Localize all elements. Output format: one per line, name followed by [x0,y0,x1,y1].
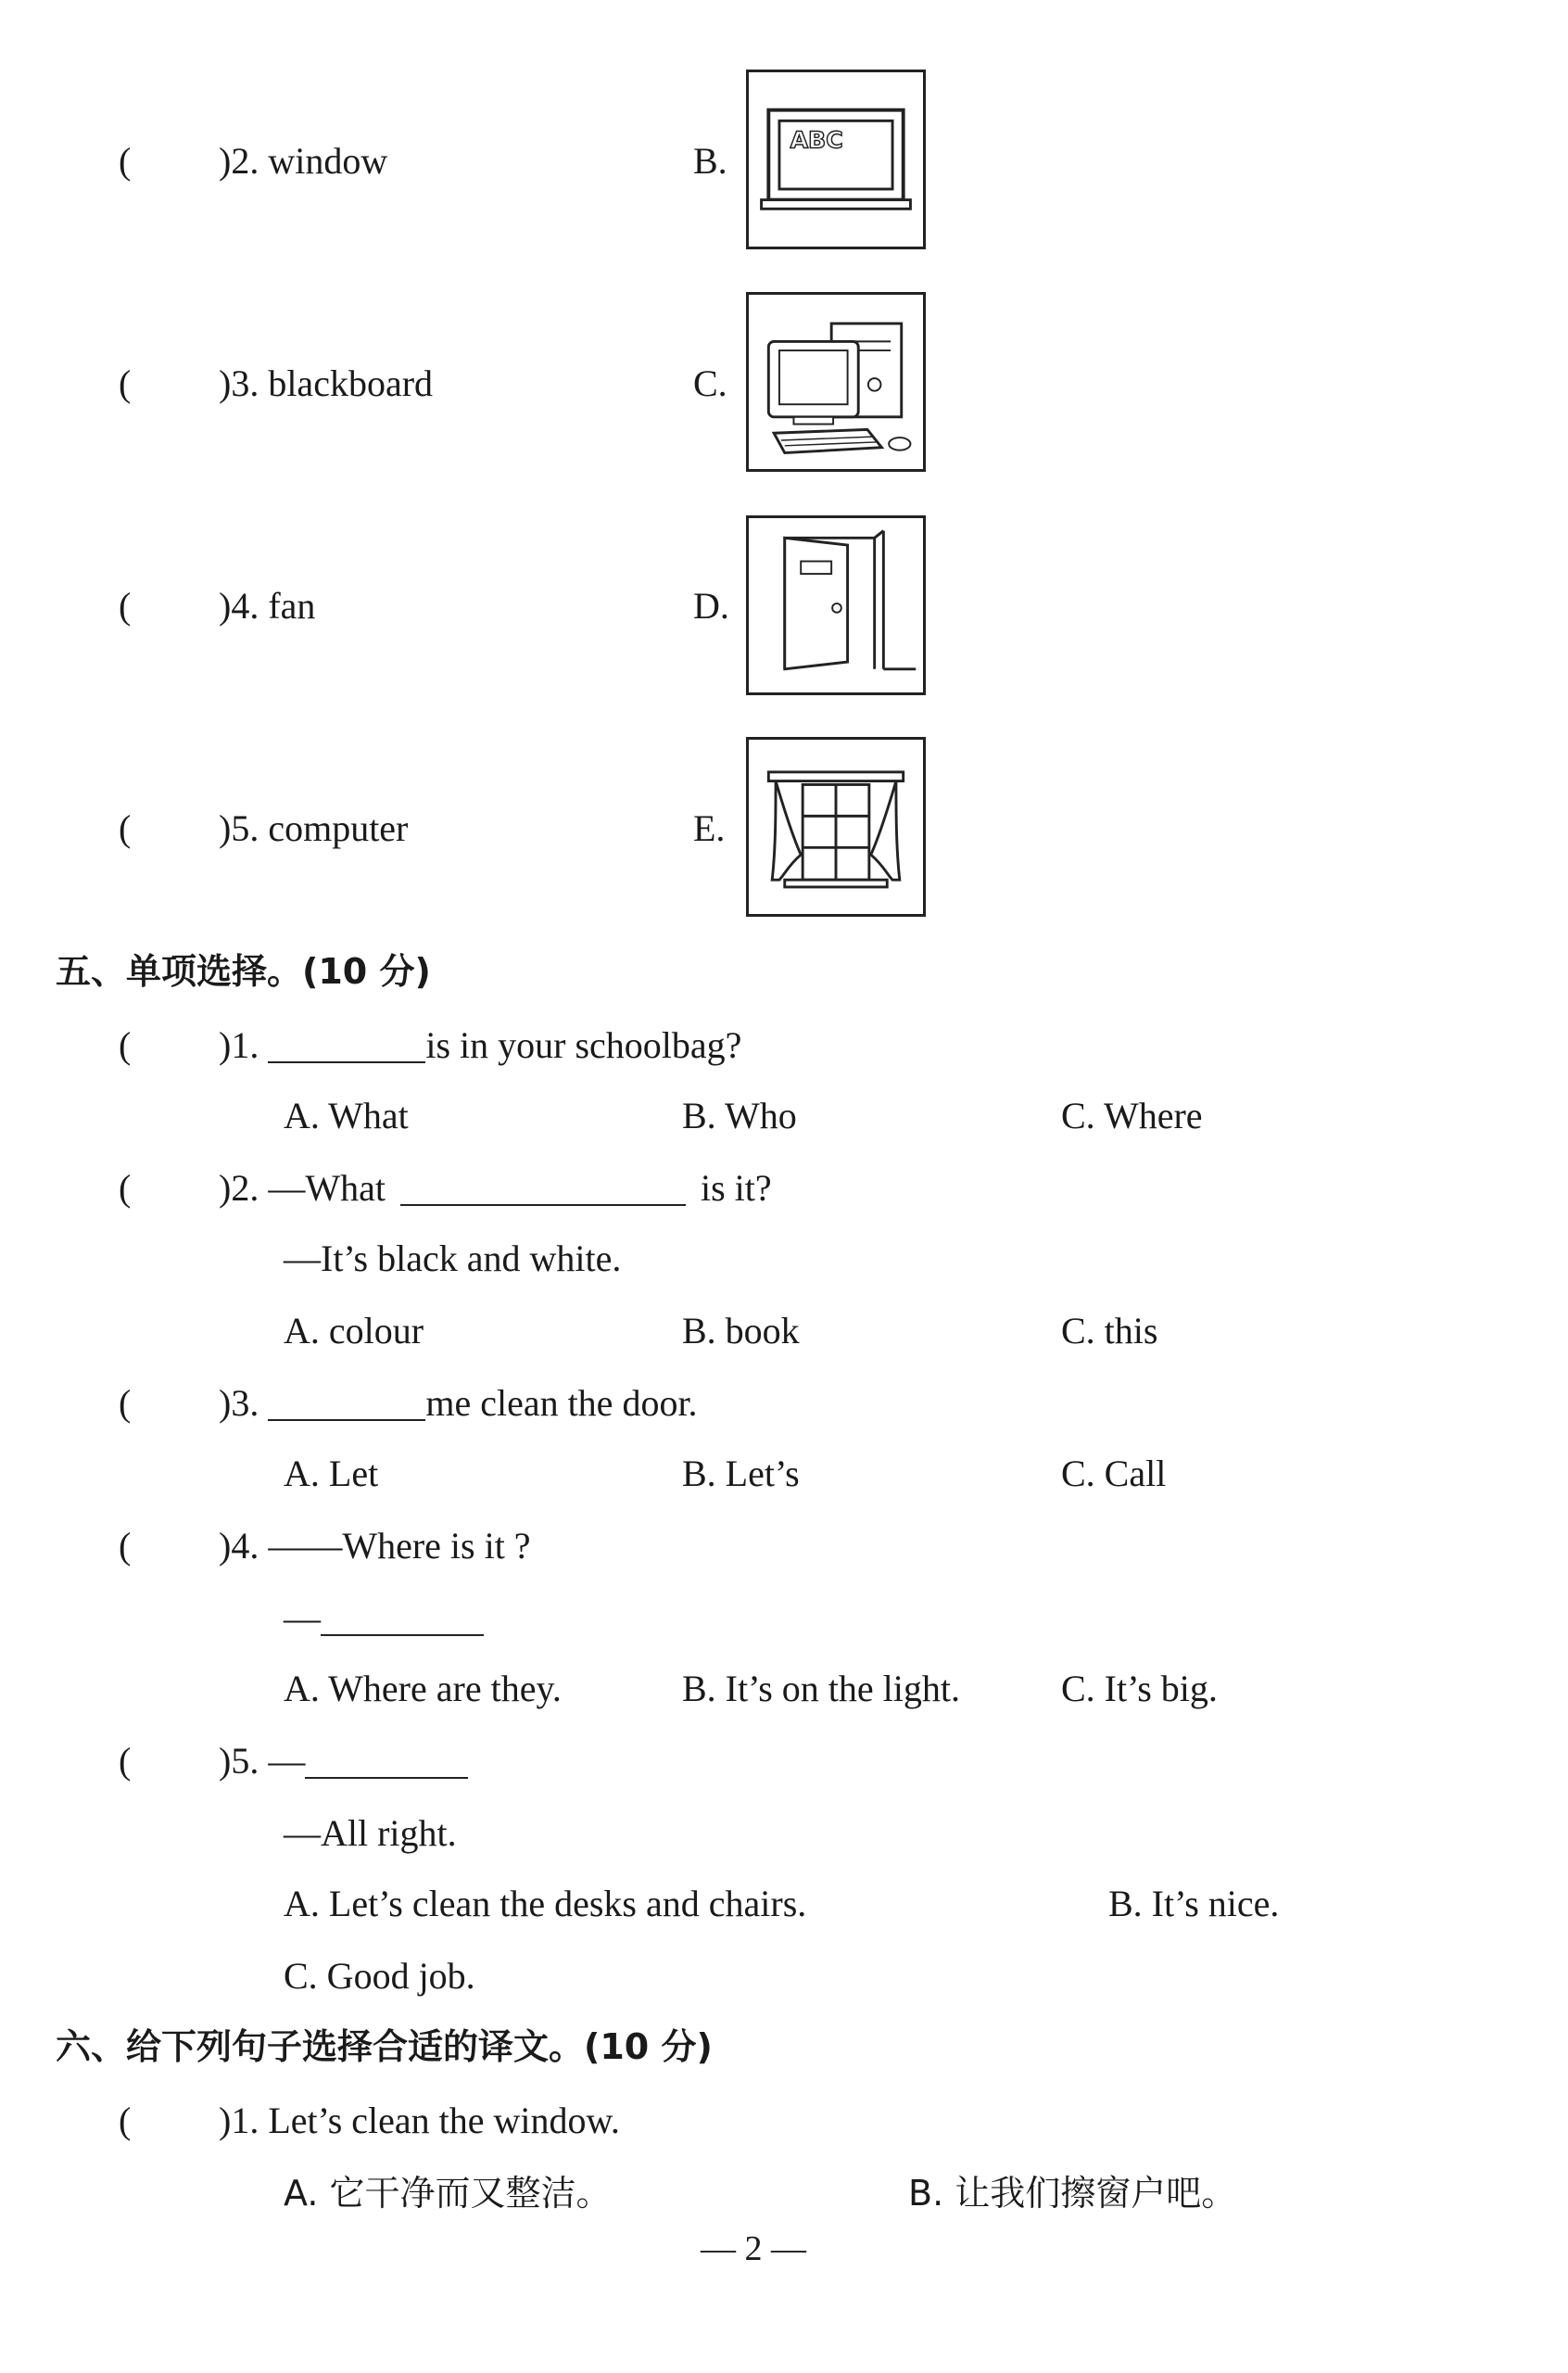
picture-letter: C. [693,362,727,404]
picture-letter: B. [693,140,727,182]
section-6-title: 六、给下列句子选择合适的译文。(10 分) [56,2026,713,2067]
answer-paren[interactable]: ( [119,362,132,404]
question-1-text: )1. Let’s clean the window. [219,2100,620,2141]
answer-paren[interactable]: ( [119,1024,132,1066]
answer-paren[interactable]: ( [119,140,132,182]
door-icon [749,518,923,692]
answer-blank[interactable] [305,1744,468,1779]
reply-line: —It’s black and white. [284,1237,622,1279]
option-c[interactable]: C. Good job. [284,1955,475,1997]
window-picture [746,737,926,917]
option-a[interactable]: A. What [284,1095,409,1136]
window-icon [749,740,923,914]
item-text: )4. fan [219,585,316,627]
answer-paren[interactable]: ( [119,585,132,627]
answer-blank[interactable] [400,1171,686,1206]
question-text: is it? [700,1167,772,1209]
question-3 [219,1381,698,1426]
option-b[interactable]: B. Who [682,1095,797,1136]
question-5 [219,1739,468,1783]
question-number: )5. — [219,1740,306,1782]
option-b[interactable]: B. It’s nice. [1108,1883,1280,1924]
option-c[interactable]: C. Where [1061,1095,1203,1136]
option-c[interactable]: C. It’s big. [1061,1668,1218,1709]
option-c[interactable]: C. this [1061,1310,1158,1351]
item-text: )5. computer [219,807,409,849]
option-c[interactable]: C. Call [1061,1453,1167,1494]
answer-paren[interactable]: ( [119,1740,132,1782]
option-a[interactable]: A. Let [284,1453,379,1494]
answer-blank[interactable] [268,1386,425,1421]
question-number: )3. [219,1382,259,1424]
question-text: is in your schoolbag? [425,1024,742,1066]
question-4: )4. ——Where is it ? [219,1525,531,1567]
option-a[interactable]: A. Where are they. [284,1668,562,1709]
abc-label: ABC [790,126,843,154]
option-b[interactable]: B. 让我们擦窗户吧。 [908,2173,1237,2214]
option-b[interactable]: B. Let’s [682,1453,800,1494]
option-b[interactable]: B. book [682,1310,800,1351]
picture-letter: D. [693,585,729,627]
question-2 [219,1166,772,1211]
answer-paren[interactable]: ( [119,1525,132,1567]
section-5-title: 五、单项选择。(10 分) [56,951,431,992]
page-number: — 2 — [701,2229,806,2268]
reply-dash: — [284,1597,321,1639]
question-text: me clean the door. [425,1382,698,1424]
answer-paren[interactable]: ( [119,807,132,849]
answer-paren[interactable]: ( [119,1167,132,1209]
blackboard-icon [749,72,923,247]
question-number: )2. —What [219,1167,386,1209]
item-text: )2. window [219,140,388,182]
door-picture [746,515,926,695]
answer-paren[interactable]: ( [119,2100,132,2141]
blackboard-picture [746,70,926,249]
reply-line [284,1596,484,1641]
option-a[interactable]: A. colour [284,1310,424,1351]
reply-line: —All right. [284,1812,457,1854]
answer-blank[interactable] [321,1601,484,1636]
computer-picture [746,292,926,472]
item-text: )3. blackboard [219,362,434,404]
picture-letter: E. [693,807,726,849]
question-1 [219,1023,741,1068]
answer-paren[interactable]: ( [119,1382,132,1424]
option-a[interactable]: A. 它干净而又整洁。 [284,2173,612,2214]
option-b[interactable]: B. It’s on the light. [682,1668,960,1709]
computer-icon [749,295,923,469]
option-a[interactable]: A. Let’s clean the desks and chairs. [284,1883,807,1924]
question-number: )1. [219,1024,259,1066]
answer-blank[interactable] [268,1028,425,1063]
